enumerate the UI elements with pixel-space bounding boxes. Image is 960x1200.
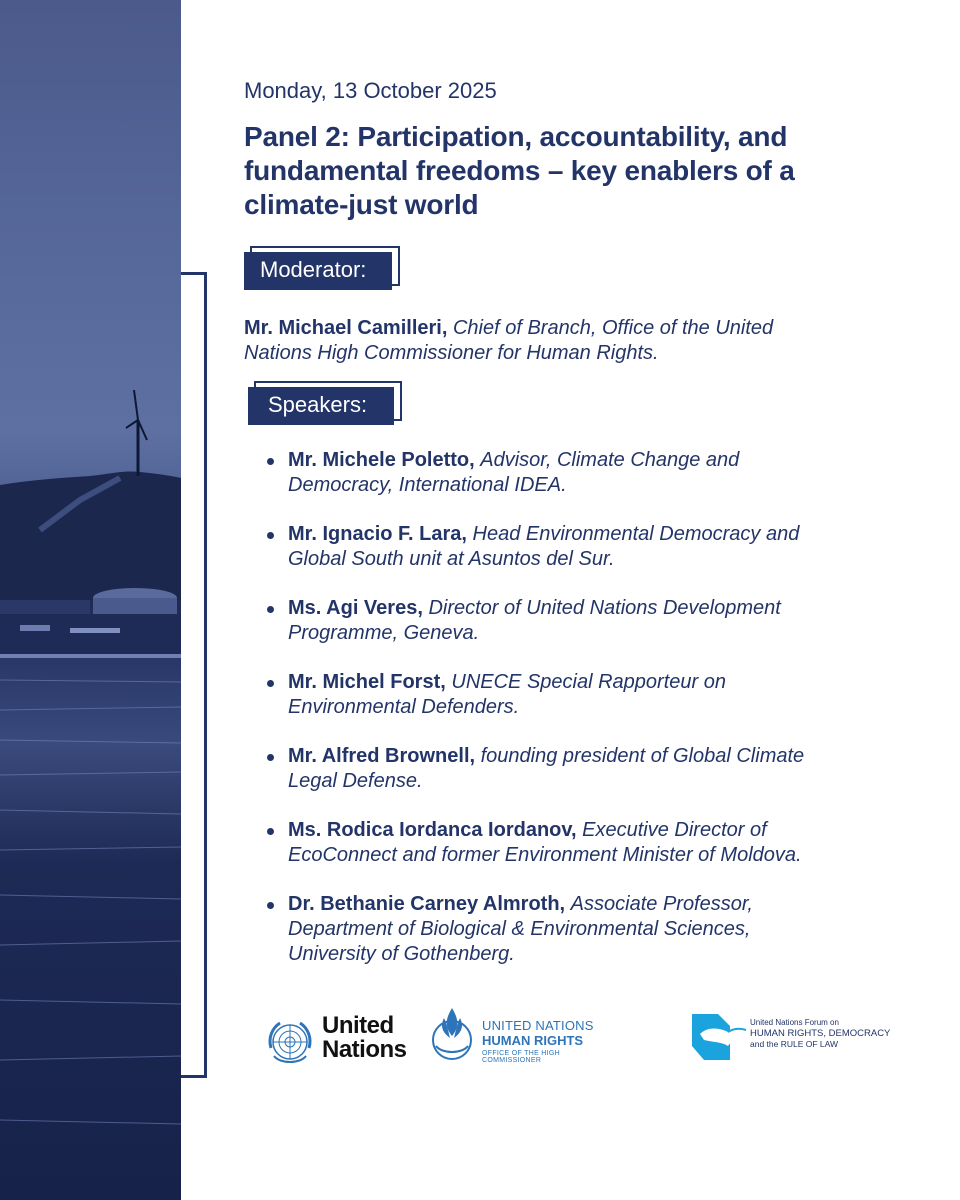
speaker-name: Mr. Ignacio F. Lara, bbox=[288, 523, 467, 545]
un-logo-line1: United bbox=[322, 1012, 394, 1039]
un-logo bbox=[262, 1012, 412, 1074]
bullet-icon bbox=[267, 828, 274, 835]
speaker-role: Director of United Nations Development Programme, Geneva. bbox=[288, 597, 781, 644]
un-logo-line2: Nations bbox=[322, 1036, 407, 1063]
bullet-icon bbox=[267, 754, 274, 761]
speakers-list bbox=[260, 448, 840, 991]
list-item bbox=[260, 448, 840, 498]
speaker-role: Advisor, Climate Change and Democracy, International IDEA. bbox=[288, 449, 740, 496]
speaker-name: Mr. Michel Forst, bbox=[288, 671, 446, 693]
bullet-icon bbox=[267, 606, 274, 613]
list-item bbox=[260, 892, 840, 967]
speaker-role: founding president of Global Climate Legal Defense. bbox=[288, 745, 805, 792]
background-photo-strip bbox=[0, 0, 181, 1200]
forum-logo-line2: HUMAN RIGHTS, DEMOCRACY bbox=[750, 1028, 891, 1039]
list-item bbox=[260, 744, 840, 794]
speakers-label-box bbox=[248, 381, 402, 427]
un-human-rights-logo bbox=[428, 1002, 608, 1072]
speaker-name: Dr. Bethanie Carney Almroth, bbox=[288, 893, 566, 915]
list-item bbox=[260, 522, 840, 572]
speaker-role: Head Environmental Democracy and Global South unit at Asuntos del Sur. bbox=[288, 523, 800, 570]
moderator-entry bbox=[244, 316, 824, 366]
coastal-landscape-image bbox=[0, 0, 181, 1200]
forum-dove-icon bbox=[690, 1010, 750, 1062]
list-item bbox=[260, 670, 840, 720]
speaker-role: UNECE Special Rapporteur on Environmental Defenders. bbox=[288, 671, 726, 718]
bullet-icon bbox=[267, 532, 274, 539]
moderator-label: Moderator: bbox=[244, 252, 392, 290]
speaker-name: Ms. Rodica Iordanca Iordanov, bbox=[288, 819, 577, 841]
content-bracket bbox=[181, 272, 207, 1078]
speaker-name: Ms. Agi Veres, bbox=[288, 597, 423, 619]
hr-logo-line2: HUMAN RIGHTS bbox=[482, 1033, 584, 1048]
moderator-name: Mr. Michael Camilleri, bbox=[244, 317, 448, 339]
hr-logo-line1: UNITED NATIONS bbox=[482, 1018, 594, 1033]
speaker-name: Mr. Alfred Brownell, bbox=[288, 745, 476, 767]
bullet-icon bbox=[267, 458, 274, 465]
human-rights-flame-icon bbox=[428, 1002, 478, 1064]
bullet-icon bbox=[267, 902, 274, 909]
moderator-label-box bbox=[244, 246, 400, 292]
hr-logo-line3: OFFICE OF THE HIGH COMMISSIONER bbox=[482, 1050, 560, 1064]
panel-title: Panel 2: Participation, accountability, and fundamental freedoms – key enablers of a climate-just world bbox=[244, 121, 795, 220]
list-item bbox=[260, 596, 840, 646]
un-forum-logo bbox=[690, 1010, 900, 1062]
list-item bbox=[260, 818, 840, 868]
speaker-role: Executive Director of EcoConnect and former Environment Minister of Moldova. bbox=[288, 819, 802, 866]
moderator-role: Chief of Branch, Office of the United Nations High Commissioner for Human Rights. bbox=[244, 317, 774, 364]
speakers-label: Speakers: bbox=[248, 387, 394, 425]
speaker-role: Associate Professor, Department of Biological & Environmental Sciences, University of Gothenberg. bbox=[288, 893, 753, 965]
event-date: Monday, 13 October 2025 bbox=[244, 78, 497, 103]
forum-logo-line1: United Nations Forum on bbox=[750, 1018, 839, 1027]
forum-logo-line3: and the RULE OF LAW bbox=[750, 1039, 839, 1049]
bullet-icon bbox=[267, 680, 274, 687]
speaker-name: Mr. Michele Poletto, bbox=[288, 449, 475, 471]
un-emblem-icon bbox=[262, 1014, 318, 1070]
